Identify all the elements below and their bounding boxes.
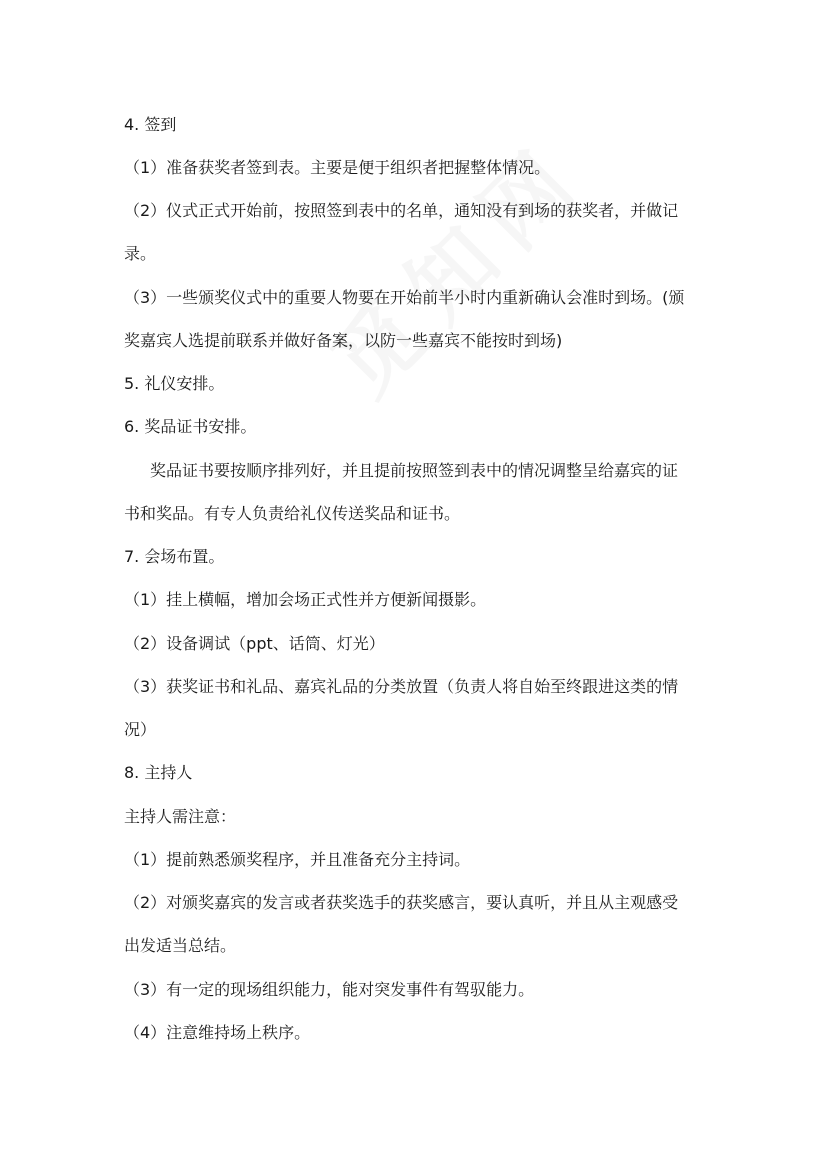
- paragraph-line: （3）有一定的现场组织能力，能对突发事件有驾驭能力。: [124, 980, 535, 999]
- paragraph-line: （4）注意维持场上秩序。: [124, 1023, 311, 1042]
- paragraph-line: 况）: [124, 720, 157, 739]
- section-heading-host: 8. 主持人: [124, 763, 193, 782]
- paragraph-line: 主持人需注意：: [124, 807, 237, 826]
- paragraph-line: （2）仪式正式开始前，按照签到表中的名单，通知没有到场的获奖者，并做记: [124, 201, 679, 220]
- paragraph-line: （1）挂上横幅，增加会场正式性并方便新闻摄影。: [124, 590, 487, 609]
- paragraph-line: 录。: [124, 244, 157, 263]
- section-heading-etiquette: 5. 礼仪安排。: [124, 374, 225, 393]
- watermark: [300, 33, 738, 471]
- section-heading-venue: 7. 会场布置。: [124, 547, 225, 566]
- paragraph-line: （1）提前熟悉颁奖程序，并且准备充分主持词。: [124, 850, 471, 869]
- paragraph-line: （2）对颁奖嘉宾的发言或者获奖选手的获奖感言，要认真听，并且从主观感受: [124, 893, 679, 912]
- paragraph-line: 书和奖品。有专人负责给礼仪传送奖品和证书。: [124, 504, 461, 523]
- paragraph-line: （1）准备获奖者签到表。主要是便于组织者把握整体情况。: [124, 158, 551, 177]
- paragraph-line: （3）获奖证书和礼品、嘉宾礼品的分类放置（负责人将自始至终跟进这类的情: [124, 677, 679, 696]
- paragraph-line: （2）设备调试（ppt、话筒、灯光）: [124, 634, 385, 653]
- paragraph-line: 奖嘉宾人选提前联系并做好备案，以防一些嘉宾不能按时到场): [124, 331, 563, 350]
- paragraph-line: 出发适当总结。: [124, 936, 237, 955]
- paragraph-line: （3）一些颁奖仪式中的重要人物要在开始前半小时内重新确认会准时到场。(颁: [124, 288, 685, 307]
- section-heading-sign-in: 4. 签到: [124, 115, 177, 134]
- section-heading-prizes: 6. 奖品证书安排。: [124, 417, 257, 436]
- paragraph-line: 奖品证书要按顺序排列好，并且提前按照签到表中的情况调整呈给嘉宾的证: [150, 461, 679, 480]
